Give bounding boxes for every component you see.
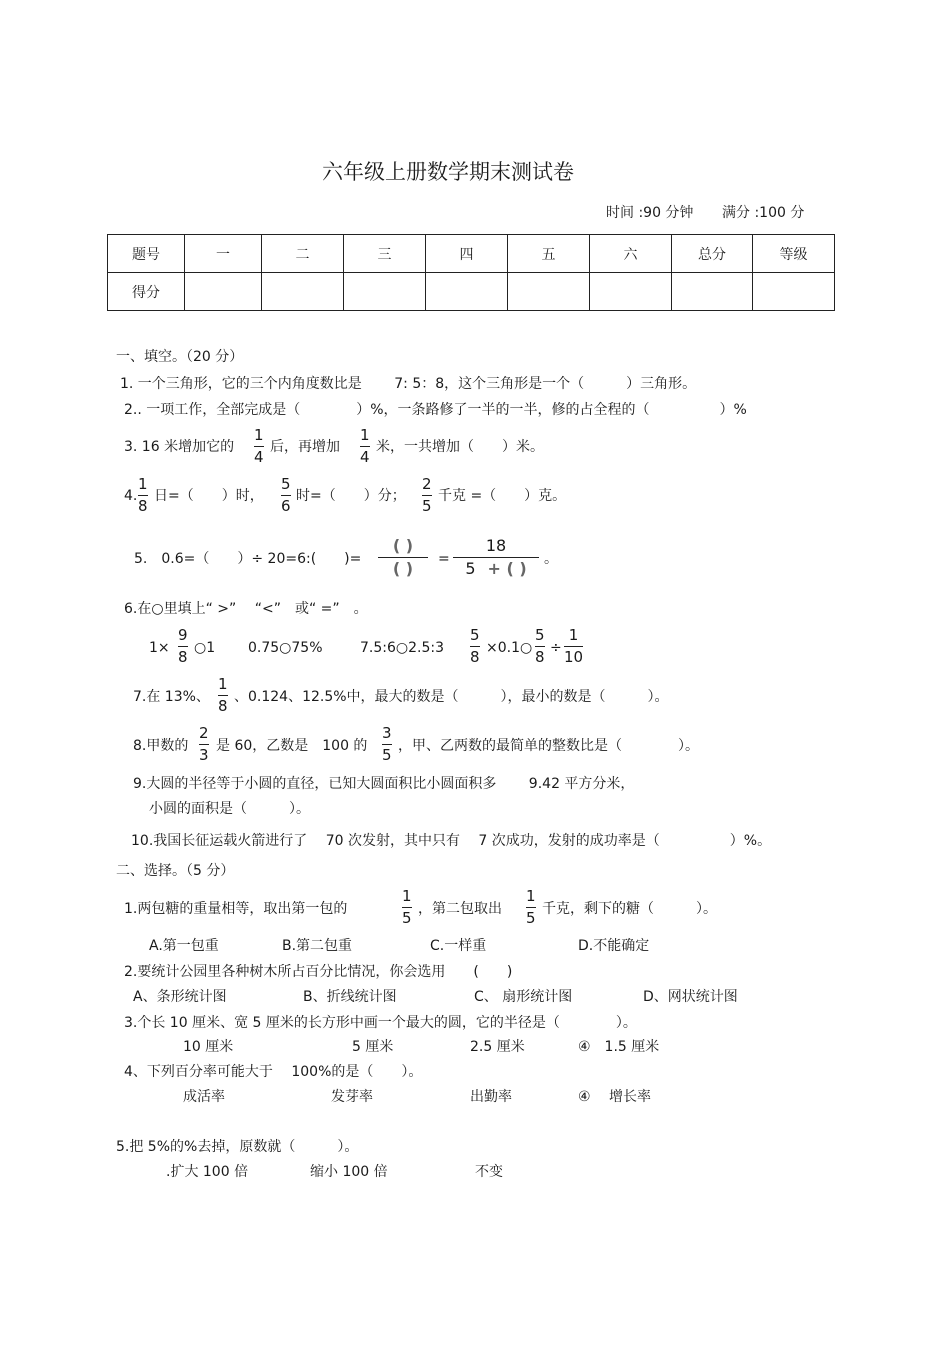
compare-item-b: 0.75○75%: [248, 640, 323, 656]
question-1-4-text-c: 时=（ ）分；: [296, 488, 406, 504]
fraction-blank: [378, 538, 428, 577]
question-2-1-text-c: 千克，剩下的糖（ ）。: [542, 901, 717, 917]
compare-item-c: 7.5:6○2.5:3: [360, 640, 444, 656]
question-1-6: 6.在○里填上“ >” “<” 或“ =” 。: [124, 601, 368, 617]
fraction: [254, 428, 264, 465]
fraction-numerator: 1: [254, 426, 264, 444]
question-2-3: 3.个长 10 厘米、宽 5 厘米的长方形中画一个最大的圆，它的半径是（ ）。: [124, 1015, 637, 1031]
question-1-9-line2: 小圆的面积是（ ）。: [149, 801, 310, 817]
compare-item-a-left: 1×: [149, 640, 170, 656]
score-cell[interactable]: [262, 273, 344, 311]
question-1-9-line1: 9.大圆的半径等于小圆的直径，已知大圆面积比小圆面积多 9.42 平方分米，: [133, 776, 635, 792]
question-1-2: 2.. 一项工作，全部完成是（ ）%，一条路修了一半的一半，修的占全程的（ ）%: [124, 402, 747, 418]
score-cell[interactable]: [590, 273, 672, 311]
option-2-4-c[interactable]: 出勤率: [470, 1089, 512, 1105]
score-table-score-row: [108, 273, 835, 311]
fraction-denominator: 5: [382, 746, 392, 764]
fraction-denominator: 8: [535, 648, 545, 666]
fraction-numerator: 1: [568, 626, 579, 644]
fraction: [402, 889, 412, 926]
option-2-4-d[interactable]: ④ 增长率: [578, 1089, 652, 1105]
option-2-4-b[interactable]: 发芽率: [331, 1089, 373, 1105]
score-cell[interactable]: [426, 273, 508, 311]
fraction-numerator: 2: [422, 475, 432, 493]
fraction: [281, 477, 291, 514]
fraction-denominator: 8: [218, 697, 228, 715]
question-1-5-text: 5. 0.6=（ ）÷ 20=6:( )=: [134, 551, 362, 567]
fraction: [564, 628, 583, 665]
question-1-8-text-c: ，甲、乙两数的最简单的整数比是（ ）。: [398, 738, 699, 754]
fraction: [526, 889, 536, 926]
fraction-denominator: 10: [564, 648, 584, 666]
fraction: [178, 628, 188, 665]
table-header-cell: 五: [508, 235, 590, 273]
fraction-denominator: 5: [422, 497, 432, 515]
divide-sign: ÷: [550, 640, 562, 656]
fraction: [218, 677, 228, 714]
question-1-4-text-a: 4.: [124, 488, 138, 504]
fraction-numerator: 1: [360, 426, 370, 444]
fraction-numerator: 1: [526, 887, 536, 905]
fraction-numerator: ( ): [392, 536, 414, 555]
question-1-4-text-b: 日=（ ）时，: [154, 488, 264, 504]
compare-item-a-right: ○1: [194, 640, 216, 656]
fraction-numerator: 9: [178, 626, 188, 644]
option-2-4-a[interactable]: 成活率: [183, 1089, 225, 1105]
fraction-denominator: 8: [470, 648, 480, 666]
option-2-1-b[interactable]: B.第二包重: [282, 938, 353, 954]
option-2-1-c[interactable]: C.一样重: [430, 938, 487, 954]
fraction-denominator: 8: [178, 648, 188, 666]
question-1-5-end: 。: [544, 551, 558, 567]
fraction-denominator: 5: [465, 559, 476, 578]
question-1-3-text-a: 3. 16 米增加它的: [124, 439, 235, 455]
fraction-denominator: 5: [526, 909, 536, 927]
fraction-numerator: 1: [402, 887, 412, 905]
question-1-4-text-d: 千克 =（ ）克。: [438, 488, 567, 504]
fraction-denominator: 4: [360, 448, 370, 466]
score-cell[interactable]: [344, 273, 426, 311]
score-table: [107, 234, 835, 311]
fraction-numerator: 5: [470, 626, 480, 644]
table-header-cell: 二: [262, 235, 344, 273]
table-header-cell: 等级: [753, 235, 835, 273]
option-2-5-a[interactable]: .扩大 100 倍: [166, 1164, 249, 1180]
question-1-8-text-b: 是 60，乙数是 100 的: [216, 738, 368, 754]
option-2-1-a[interactable]: A.第一包重: [149, 938, 219, 954]
fraction-denominator-blank: + ( ): [487, 559, 527, 578]
score-table-header-row: [108, 235, 835, 273]
fraction-numerator: 1: [218, 675, 228, 693]
option-2-3-b[interactable]: 5 厘米: [352, 1039, 394, 1055]
exam-time: 时间 :90 分钟: [606, 205, 694, 221]
fraction: [535, 628, 545, 665]
question-2-2: 2.要统计公园里各种树木所占百分比情况，你会选用 ( ): [124, 964, 513, 980]
option-2-2-b[interactable]: B、折线统计图: [303, 989, 397, 1005]
table-header-cell: 一: [185, 235, 262, 273]
table-header-cell: 三: [344, 235, 426, 273]
fraction: [138, 477, 148, 514]
fraction-numerator: 2: [199, 724, 209, 742]
fraction-denominator: ( ): [392, 559, 414, 578]
exam-title: 六年级上册数学期末测试卷: [322, 160, 574, 184]
question-1-1: 1. 一个三角形，它的三个内角度数比是 7: 5：8，这个三角形是一个（ ）三角形。: [120, 376, 697, 392]
fraction-numerator: 5: [535, 626, 545, 644]
exam-full-score: 满分 :100 分: [722, 205, 805, 221]
option-2-1-d[interactable]: D.不能确定: [578, 938, 650, 954]
option-2-2-d[interactable]: D、网状统计图: [643, 989, 738, 1005]
section1-heading: 一、填空。（20 分）: [116, 349, 244, 365]
question-2-1-text-a: 1.两包糖的重量相等，取出第一包的: [124, 901, 348, 917]
table-header-cell: 题号: [108, 235, 185, 273]
question-1-3-text-b: 后，再增加: [270, 439, 340, 455]
fraction: [199, 726, 209, 763]
fraction-denominator: 6: [281, 497, 291, 515]
table-header-cell: 六: [590, 235, 672, 273]
table-header-cell: 四: [426, 235, 508, 273]
table-header-cell: 总分: [672, 235, 753, 273]
question-1-10: 10.我国长征运载火箭进行了 70 次发射，其中只有 7 次成功，发射的成功率是（ ）%。: [131, 833, 772, 849]
fraction-numerator: 1: [138, 475, 148, 493]
fraction-sum: [453, 538, 539, 577]
question-1-7-text-b: 、0.124、12.5%中，最大的数是（ ），最小的数是（ ）。: [234, 689, 669, 705]
compare-item-d-mid: ×0.1○: [486, 640, 533, 656]
score-cell[interactable]: [508, 273, 590, 311]
option-2-3-c[interactable]: 2.5 厘米: [470, 1039, 525, 1055]
option-2-5-c[interactable]: 不变: [475, 1164, 503, 1180]
question-2-5: 5.把 5%的%去掉，原数就（ ）。: [116, 1139, 359, 1155]
equals-sign: =: [438, 551, 450, 567]
table-row-label: 得分: [108, 273, 185, 311]
fraction: [360, 428, 370, 465]
score-cell[interactable]: [672, 273, 753, 311]
fraction-denominator: 8: [138, 497, 148, 515]
question-1-3-text-c: 米，一共增加（ ）米。: [376, 439, 544, 455]
question-2-4: 4、下列百分率可能大于 100%的是（ ）。: [124, 1064, 423, 1080]
option-2-3-a[interactable]: 10 厘米: [183, 1039, 234, 1055]
fraction-denominator: 4: [254, 448, 264, 466]
fraction-denominator: 3: [199, 746, 209, 764]
fraction: [422, 477, 432, 514]
fraction: [382, 726, 392, 763]
option-2-2-a[interactable]: A、条形统计图: [133, 989, 227, 1005]
section2-heading: 二、选择。（5 分）: [116, 863, 235, 879]
option-2-3-d[interactable]: ④ 1.5 厘米: [578, 1039, 660, 1055]
question-1-7-text-a: 7.在 13%、: [133, 689, 210, 705]
option-2-5-b[interactable]: 缩小 100 倍: [310, 1164, 388, 1180]
score-cell[interactable]: [753, 273, 835, 311]
fraction: [470, 628, 480, 665]
fraction-numerator: 18: [485, 536, 507, 555]
question-1-8-text-a: 8.甲数的: [133, 738, 189, 754]
fraction-denominator: 5: [402, 909, 412, 927]
fraction-numerator: 3: [382, 724, 392, 742]
question-2-1-text-b: ，第二包取出: [418, 901, 502, 917]
fraction-numerator: 5: [281, 475, 291, 493]
score-cell[interactable]: [185, 273, 262, 311]
option-2-2-c[interactable]: C、 扇形统计图: [474, 989, 573, 1005]
